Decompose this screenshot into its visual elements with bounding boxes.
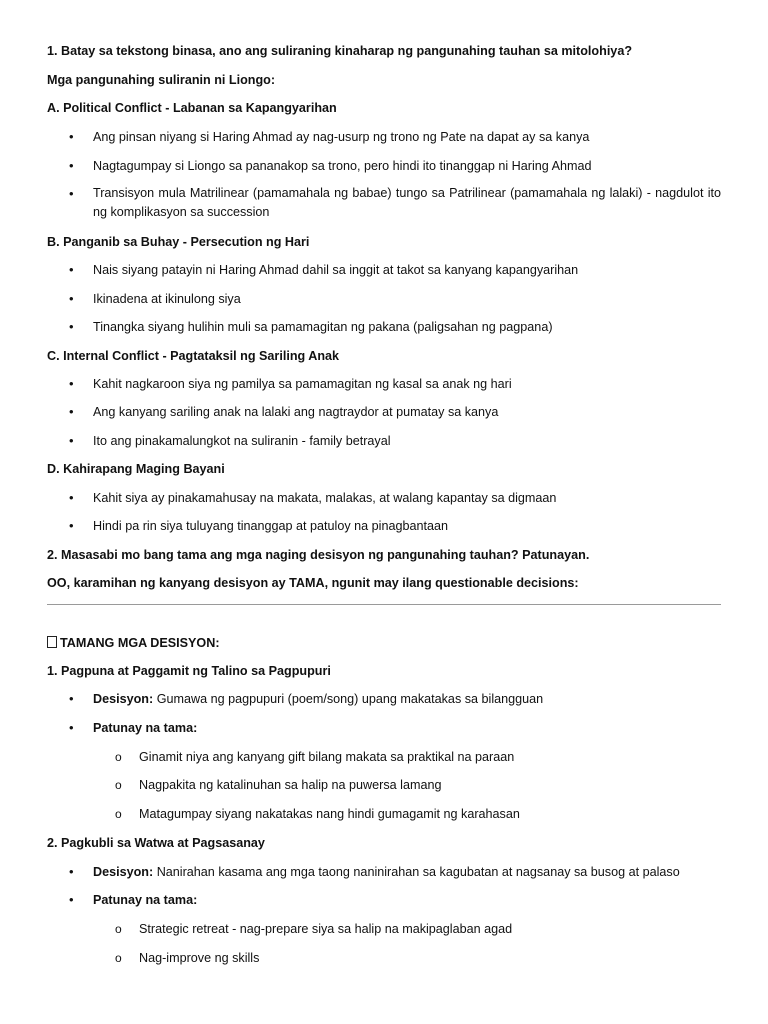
question-1: 1. Batay sa tekstong binasa, ano ang suliraning kinaharap ng pangunahing tauhan sa mitolohiya? — [47, 44, 633, 58]
proof-item: Nagpakita ng katalinuhan sa halip na puwersa lamang — [139, 778, 442, 792]
list-item: Transisyon mula Matrilinear (pamamahala ng babae) tungo sa Patrilinear (pamamahala ng lalaki) - nagdulot ito ng komplikasyon sa succession — [93, 186, 721, 219]
section-d-title: D. Kahirapang Maging Bayani — [47, 462, 225, 476]
list-item: Ito ang pinakamalungkot na suliranin - family betrayal — [93, 434, 391, 448]
list-item: Ikinadena at ikinulong siya — [93, 292, 241, 306]
patunay-label: Patunay na tama: — [93, 721, 198, 735]
checkbox-glyph-icon — [47, 636, 57, 648]
section-c-title: C. Internal Conflict - Pagtataksil ng Sariling Anak — [47, 349, 340, 363]
list-item: Kahit siya ay pinakamahusay na makata, malakas, at walang kapantay sa digmaan — [93, 491, 557, 505]
decision-2-desisyon — [93, 864, 680, 880]
bullet-icon: • — [69, 129, 74, 144]
decision-2-title: 2. Pagkubli sa Watwa at Pagsasanay — [47, 836, 265, 850]
tamang-heading — [47, 635, 220, 651]
bullet-icon: • — [69, 319, 74, 334]
question-2-answer: OO, karamihan ng kanyang desisyon ay TAMA, ngunit may ilang questionable decisions: — [47, 576, 579, 590]
bullet-icon: • — [69, 186, 74, 201]
desisyon-text: Nanirahan kasama ang mga taong naninirahan sa kagubatan at nagsanay sa busog at palaso — [156, 865, 680, 879]
section-b-title: B. Panganib sa Buhay - Persecution ng Hari — [47, 235, 310, 249]
sub-bullet-icon: o — [115, 951, 122, 965]
bullet-icon: • — [69, 433, 74, 448]
proof-item: Matagumpay siyang nakatakas nang hindi gumagamit ng karahasan — [139, 807, 520, 821]
proof-item: Nag-improve ng skills — [139, 951, 260, 965]
decision-1-title: 1. Pagpuna at Paggamit ng Talino sa Pagpupuri — [47, 664, 331, 678]
bullet-icon: • — [69, 691, 74, 706]
tamang-heading-text: TAMANG MGA DESISYON: — [60, 636, 220, 650]
decision-1-desisyon — [93, 691, 543, 707]
desisyon-text: Gumawa ng pagpupuri (poem/song) upang makatakas sa bilangguan — [156, 692, 544, 706]
sub-bullet-icon: o — [115, 922, 122, 936]
horizontal-rule — [47, 604, 721, 605]
list-item: Tinangka siyang hulihin muli sa pamamagitan ng pakana (paligsahan ng pagpana) — [93, 320, 553, 334]
list-item: Ang kanyang sariling anak na lalaki ang nagtraydor at pumatay sa kanya — [93, 405, 499, 419]
list-item: Ang pinsan niyang si Haring Ahmad ay nag-usurp ng trono ng Pate na dapat ay sa kanya — [93, 130, 590, 144]
sub-bullet-icon: o — [115, 778, 122, 792]
bullet-icon: • — [69, 376, 74, 391]
desisyon-label: Desisyon: — [93, 865, 154, 879]
proof-item: Strategic retreat - nag-prepare siya sa halip na makipaglaban agad — [139, 922, 513, 936]
decision-1-patunay-label — [93, 720, 197, 736]
section-a-title: A. Political Conflict - Labanan sa Kapangyarihan — [47, 101, 337, 115]
patunay-label: Patunay na tama: — [93, 893, 198, 907]
sub-bullet-icon: o — [115, 807, 122, 821]
bullet-icon: • — [69, 404, 74, 419]
bullet-icon: • — [69, 158, 74, 173]
question-2: 2. Masasabi mo bang tama ang mga naging desisyon ng pangunahing tauhan? Patunayan. — [47, 548, 590, 562]
desisyon-label: Desisyon: — [93, 692, 154, 706]
bullet-icon: • — [69, 864, 74, 879]
bullet-icon: • — [69, 262, 74, 277]
bullet-icon: • — [69, 490, 74, 505]
bullet-icon: • — [69, 720, 74, 735]
bullet-icon: • — [69, 892, 74, 907]
list-item: Nagtagumpay si Liongo sa pananakop sa trono, pero hindi ito tinanggap ni Haring Ahmad — [93, 159, 592, 173]
list-item: Kahit nagkaroon siya ng pamilya sa pamamagitan ng kasal sa anak ng hari — [93, 377, 512, 391]
decision-2-patunay-label — [93, 892, 197, 908]
question-1-intro: Mga pangunahing suliranin ni Liongo: — [47, 73, 276, 87]
sub-bullet-icon: o — [115, 750, 122, 764]
bullet-icon: • — [69, 291, 74, 306]
list-item: Hindi pa rin siya tuluyang tinanggap at patuloy na pinagbantaan — [93, 519, 448, 533]
proof-item: Ginamit niya ang kanyang gift bilang makata sa praktikal na paraan — [139, 750, 515, 764]
list-item: Nais siyang patayin ni Haring Ahmad dahil sa inggit at takot sa kanyang kapangyarihan — [93, 263, 579, 277]
bullet-icon: • — [69, 518, 74, 533]
